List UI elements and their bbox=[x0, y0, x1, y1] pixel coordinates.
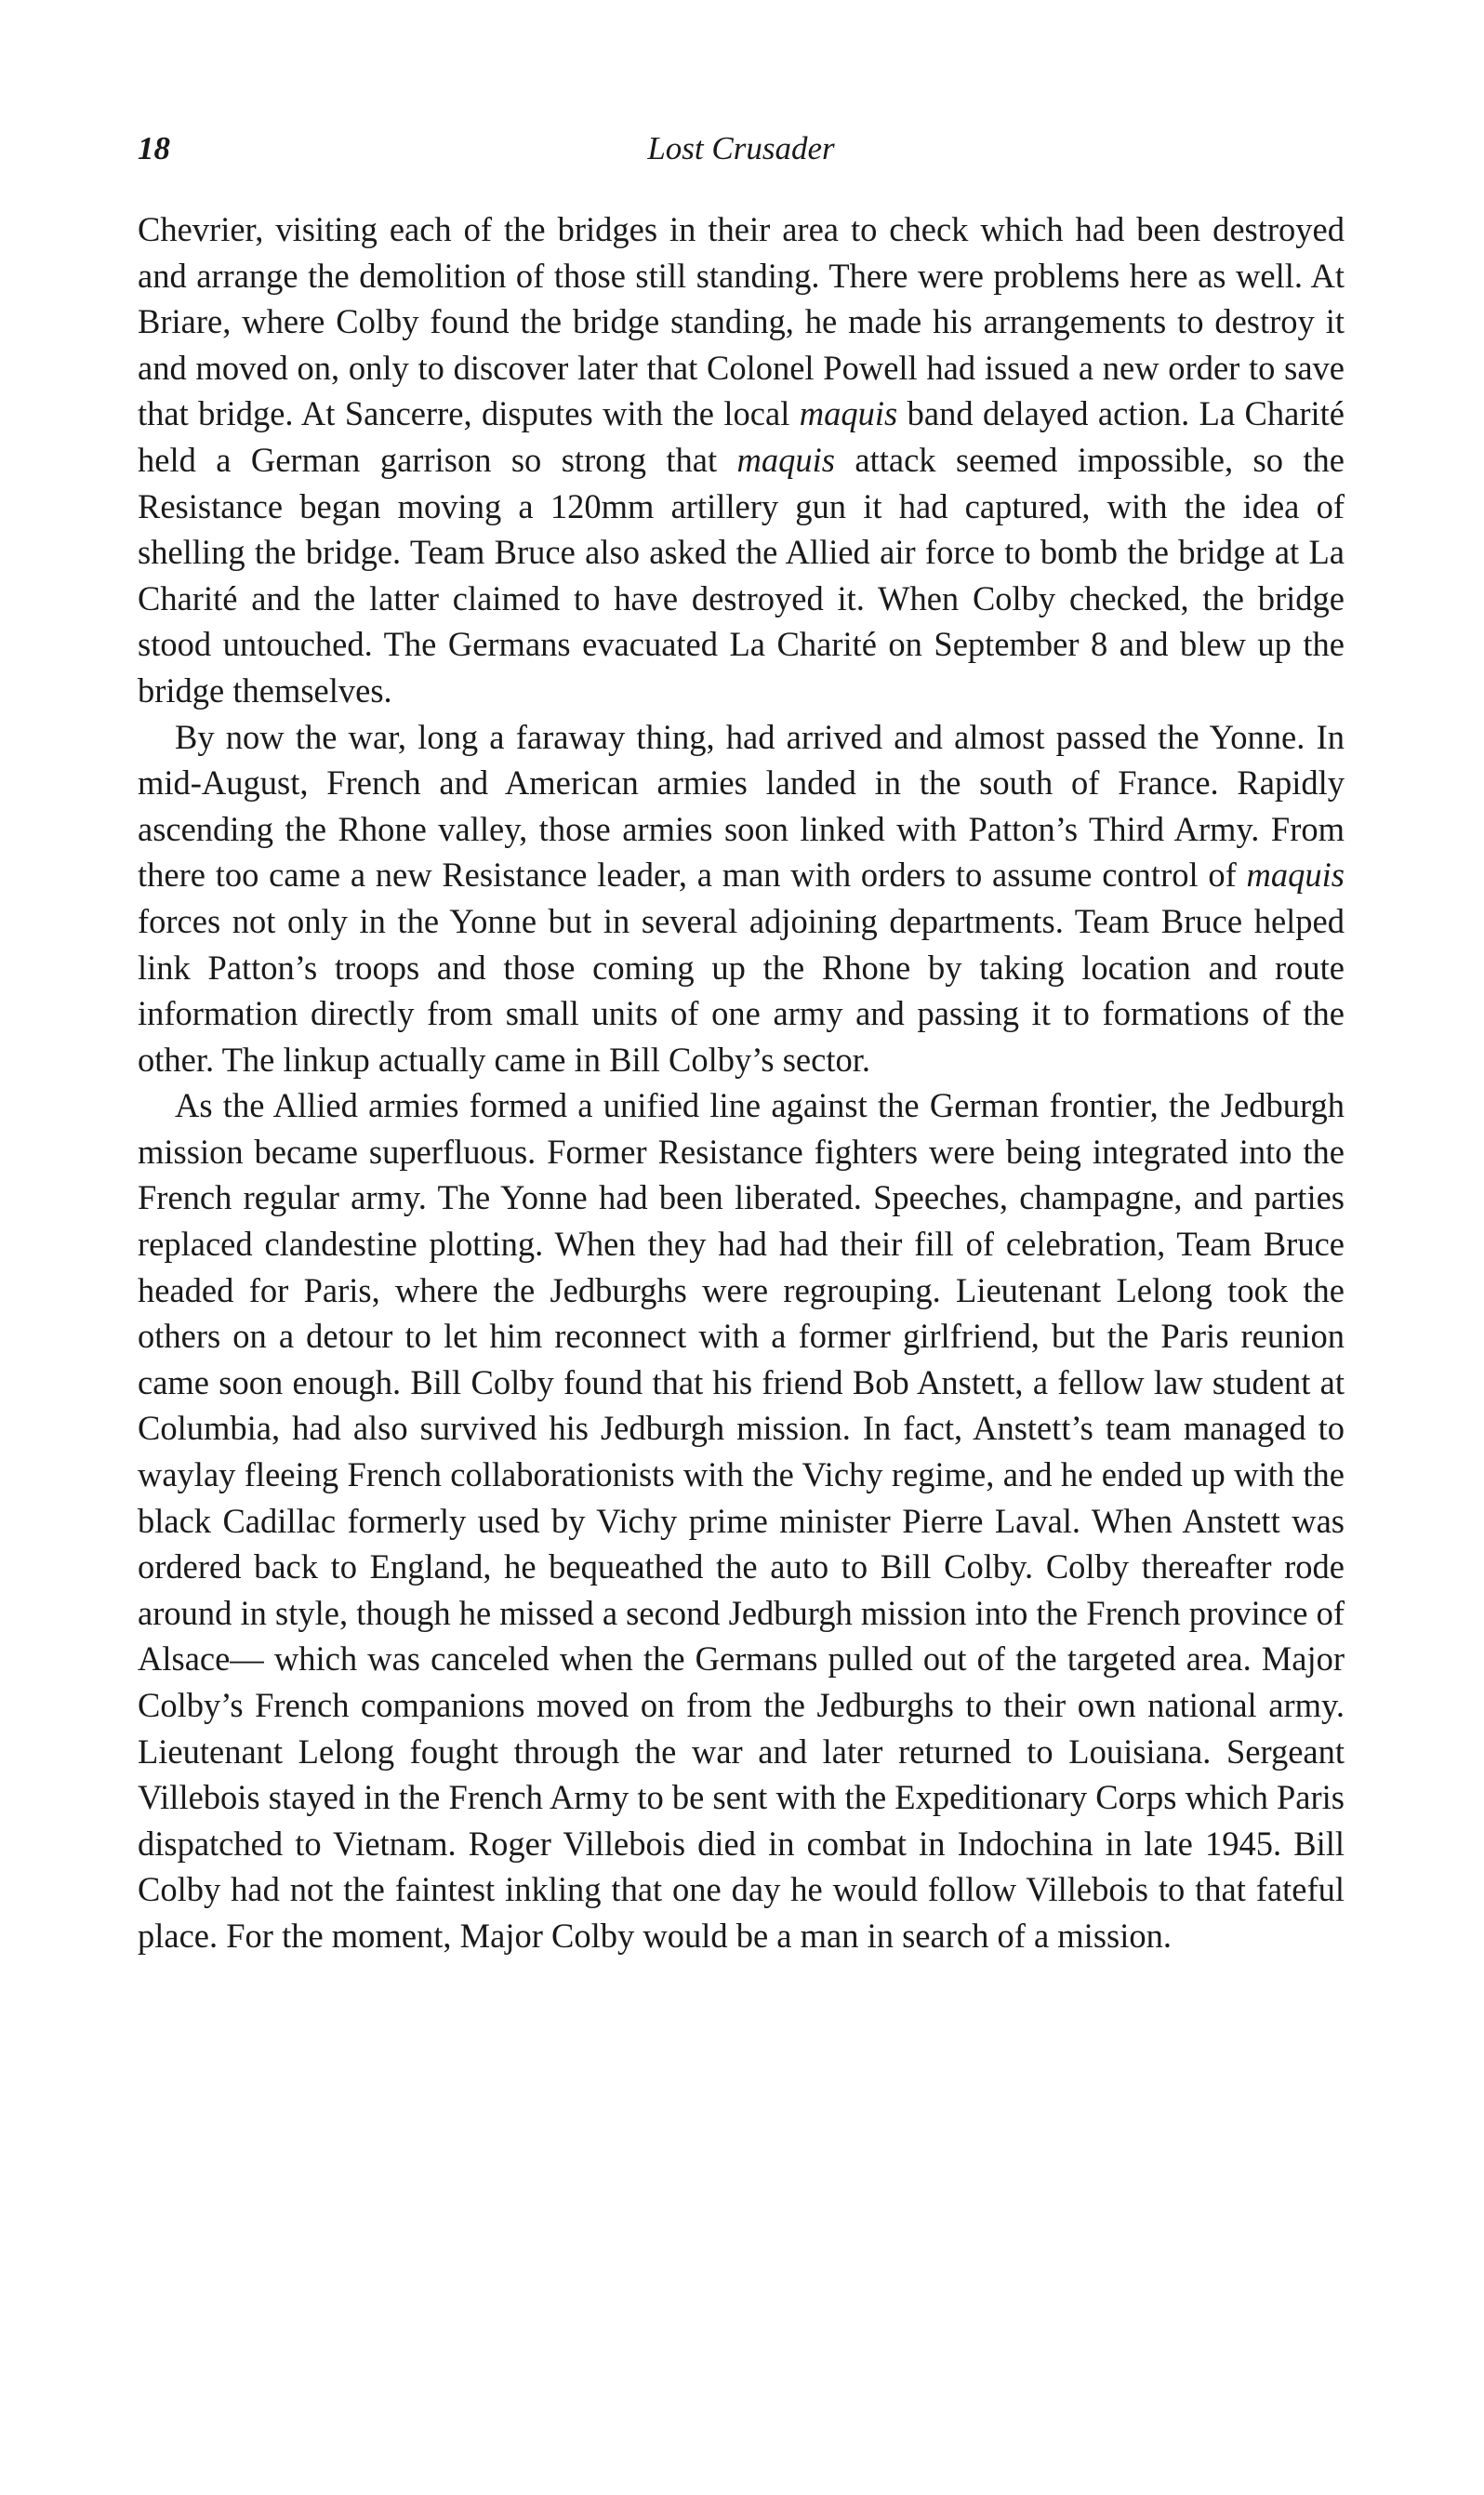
italic-term: maquis bbox=[736, 440, 835, 479]
italic-term: maquis bbox=[799, 394, 898, 433]
page-number: 18 bbox=[138, 130, 170, 166]
text-run: By now the war, long a faraway thing, had arrived and almost passed the Yonne. In mid-August, French and American armies landed in the south of France. Rapidly ascending the Rhone valley, those armies soon linked with Patton’s Third Army. From there too came a new Resistance leader, a man with orders to assume control of bbox=[138, 717, 1345, 895]
text-run: As the Allied armies formed a unified line against the German frontier, the Jedburgh mission became superfluous. Former Resistance fighters were being integrated into the French regular army. The Yonne had been liberated. Speeches, champagne, and parties replaced clandestine plotting. When they had had their fill of celebration, Team Bruce headed for Paris, where the Jedburghs were regrouping. Lieutenant Lelong took the others on a detour to let him reconnect with a former girlfriend, but the Paris reunion came soon enough. Bill Colby found that his friend Bob Anstett, a fellow law student at Columbia, had also survived his Jedburgh mission. In fact, Anstett’s team managed to waylay fleeing French collaborationists with the Vichy regime, and he ended up with the black Cadillac formerly used by Vichy prime minister Pierre Laval. When Anstett was ordered back to England, he bequeathed the auto to Bill Colby. Colby thereafter rode around in style, though he missed a second Jedburgh mission into the French province of Alsace— which was canceled when the Germans pulled out of the targeted area. Major Colby’s French companions moved on from the Jedburghs to their own national army. Lieutenant Lelong fought through the war and later returned to Louisiana. Sergeant Villebois stayed in the French Army to be sent with the Expeditionary Corps which Paris dispatched to Vietnam. Roger Villebois died in combat in Indochina in late 1945. Bill Colby had not the faintest inkling that one day he would follow Villebois to that fateful place. For the moment, Major Colby would be a man in search of a mission. bbox=[138, 1086, 1345, 1955]
paragraph-2 bbox=[138, 714, 1345, 1083]
book-page bbox=[138, 130, 1345, 1959]
running-head bbox=[138, 130, 1345, 186]
paragraph-1 bbox=[138, 206, 1345, 714]
italic-term: maquis bbox=[1246, 856, 1345, 895]
text-run: attack seemed impossible, so the Resistance began moving a 120mm artillery gun it had captured, with the idea of shelling the bridge. Team Bruce also asked the Allied air force to bomb the bridge at La Charité and the latter claimed to have destroyed it. When Colby checked, the bridge stood untouched. The Germans evacuated La Charité on September 8 and blew up the bridge themselves. bbox=[138, 440, 1345, 710]
text-run: Chevrier, visiting each of the bridges in their area to check which had been destroyed and arrange the demolition of those still standing. There were problems here as well. At Briare, where Colby found the bridge standing, he made his arrangements to destroy it and moved on, only to discover later that Colonel Powell had issued a new order to save that bridge. At Sancerre, disputes with the local bbox=[138, 210, 1345, 433]
text-run: band delayed action. La Charité held a German garrison so strong that bbox=[138, 394, 1345, 479]
body-text bbox=[138, 206, 1345, 1959]
book-title: Lost Crusader bbox=[647, 130, 835, 166]
text-run: forces not only in the Yonne but in several adjoining departments. Team Bruce helped link Patton’s troops and those coming up the Rhone by taking location and route information directly from small units of one army and passing it to formations of the other. The linkup actually came in Bill Colby’s sector. bbox=[138, 901, 1345, 1079]
paragraph-3 bbox=[138, 1082, 1345, 1958]
